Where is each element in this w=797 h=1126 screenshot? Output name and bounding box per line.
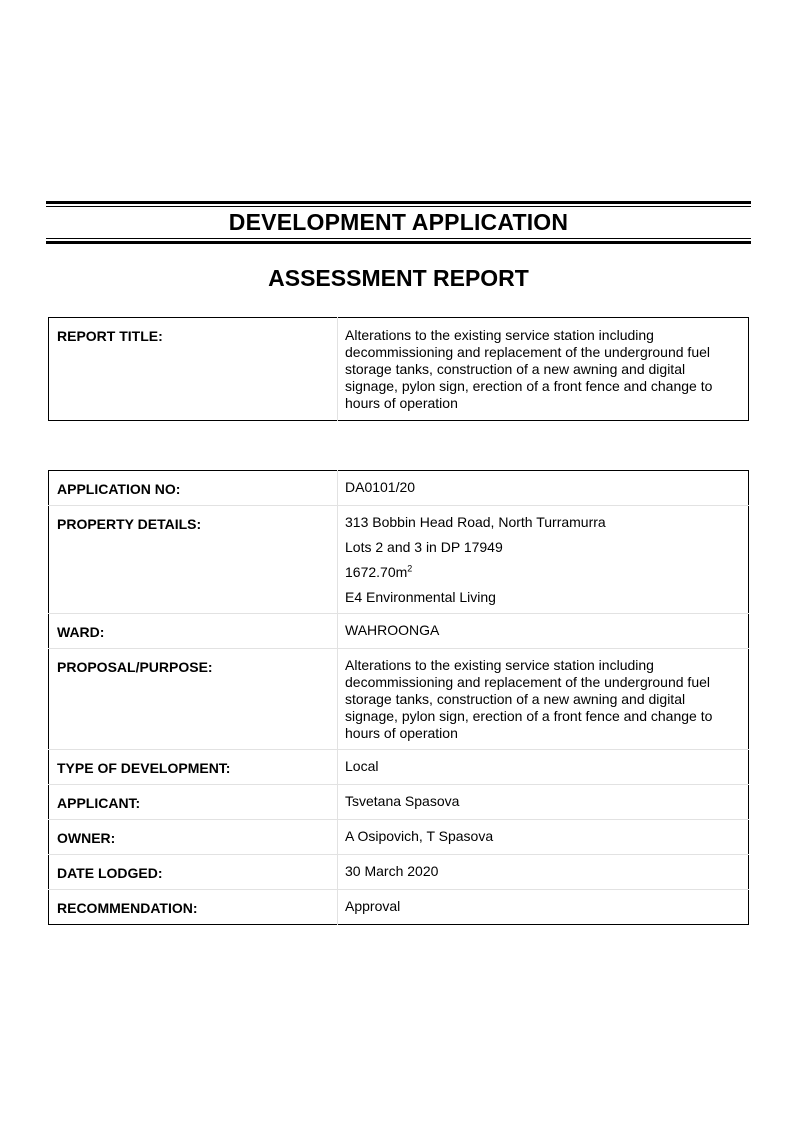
- property-zoning: E4 Environmental Living: [345, 589, 496, 605]
- property-area-unit-sup: 2: [407, 563, 413, 574]
- proposal-value: Alterations to the existing service station including decommissioning and replacement of the underground fuel storage tanks, construction of a new awning and digital signage, pylon sign, erection of a front fence and change to hours of operation: [338, 649, 749, 750]
- property-details-value: [338, 506, 749, 614]
- top-rule-thin: [46, 206, 751, 207]
- type-of-development-label: TYPE OF DEVELOPMENT:: [49, 750, 338, 785]
- table-row: [49, 506, 749, 614]
- table-row: [49, 649, 749, 750]
- table-row: [49, 750, 749, 785]
- table-row: [49, 318, 749, 421]
- applicant-value: Tsvetana Spasova: [338, 785, 749, 820]
- top-rule-thick: [46, 201, 751, 204]
- date-lodged-label: DATE LODGED:: [49, 855, 338, 890]
- table-row: [49, 855, 749, 890]
- report-title-label: REPORT TITLE:: [49, 318, 338, 421]
- document-title: DEVELOPMENT APPLICATION: [228, 209, 569, 235]
- proposal-label: PROPOSAL/PURPOSE:: [49, 649, 338, 750]
- report-title-value: Alterations to the existing service station including decommissioning and replacement of the underground fuel storage tanks, construction of a new awning and digital signage, pylon sign, erection of a front fence and change to hours of operation: [345, 327, 713, 411]
- document-subtitle: ASSESSMENT REPORT: [268, 265, 529, 291]
- report-title-table: [48, 317, 749, 421]
- owner-value: A Osipovich, T Spasova: [338, 820, 749, 855]
- bottom-rule-thick: [46, 241, 751, 244]
- table-row: [49, 890, 749, 925]
- applicant-label: APPLICANT:: [49, 785, 338, 820]
- ward-value: WAHROONGA: [338, 614, 749, 649]
- property-lots: Lots 2 and 3 in DP 17949: [345, 539, 503, 555]
- property-details-label: PROPERTY DETAILS:: [49, 506, 338, 614]
- ward-label: WARD:: [49, 614, 338, 649]
- type-of-development-value: Local: [338, 750, 749, 785]
- title-band: [46, 201, 751, 244]
- date-lodged-value: 30 March 2020: [338, 855, 749, 890]
- application-no-value: DA0101/20: [338, 471, 749, 506]
- table-row: [49, 614, 749, 649]
- property-area-number: 1672.70m: [345, 564, 408, 580]
- property-address: 313 Bobbin Head Road, North Turramurra: [345, 514, 606, 530]
- recommendation-label: RECOMMENDATION:: [49, 890, 338, 925]
- application-no-label: APPLICATION NO:: [49, 471, 338, 506]
- recommendation-value: Approval: [345, 898, 401, 914]
- table-row: [49, 820, 749, 855]
- table-row: [49, 785, 749, 820]
- application-details-table: [48, 470, 749, 925]
- bottom-rule-thin: [46, 238, 751, 239]
- table-row: [49, 471, 749, 506]
- property-area: [345, 564, 738, 589]
- owner-label: OWNER:: [49, 820, 338, 855]
